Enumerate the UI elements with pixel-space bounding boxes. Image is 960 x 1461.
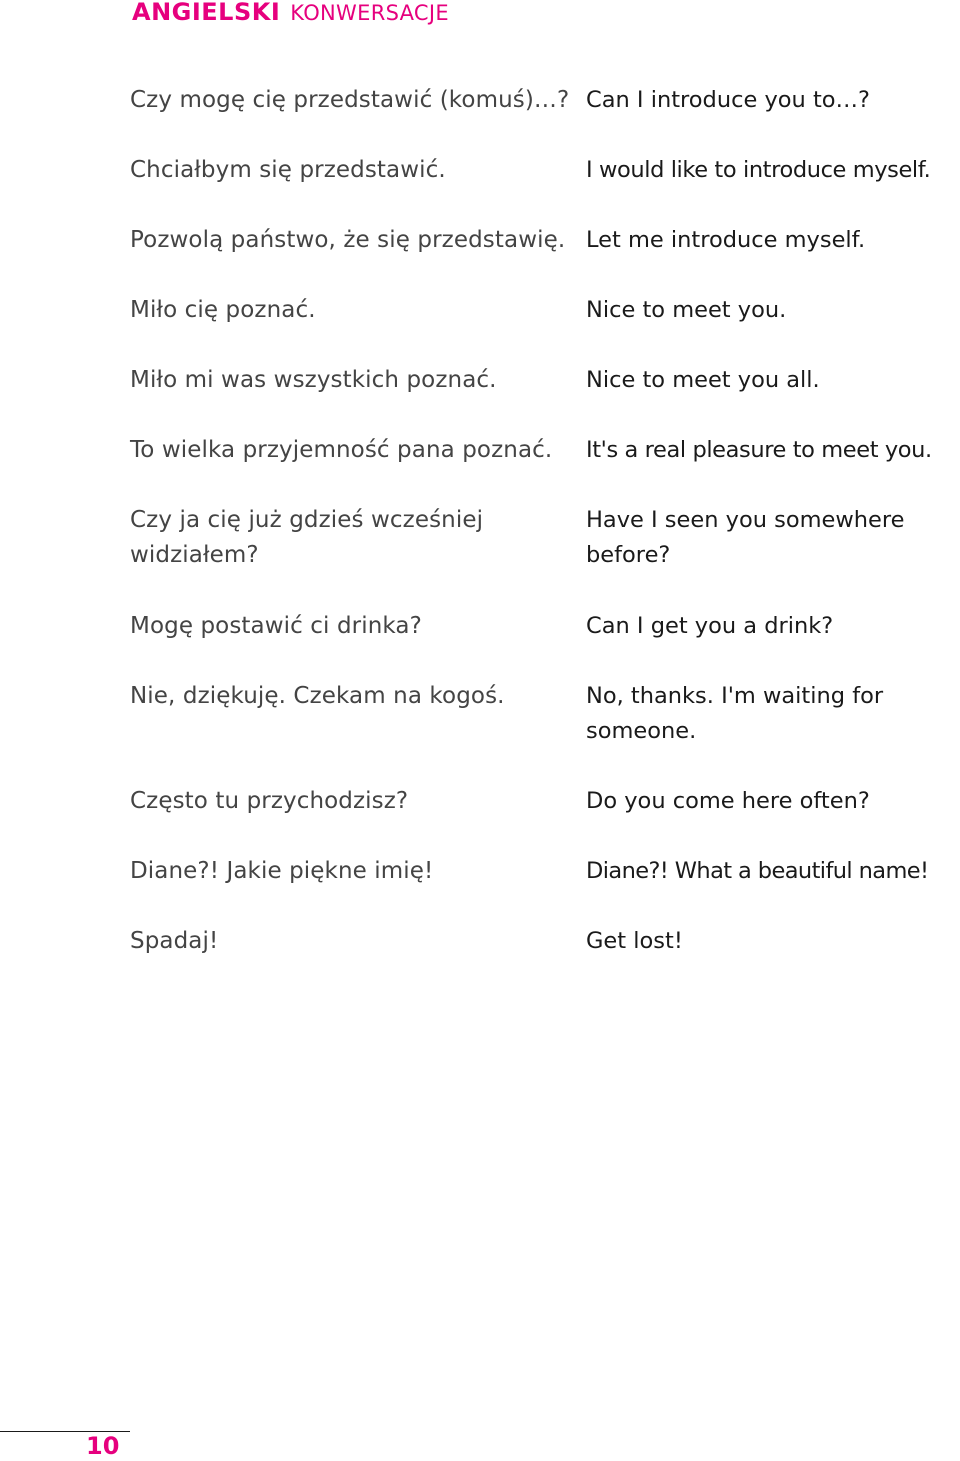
- polish-phrase: Czy mogę cię przedstawić (komuś)…?: [130, 87, 570, 113]
- english-phrase: Let me introduce myself.: [586, 227, 866, 253]
- polish-phrase: Nie, dziękuję. Czekam na kogoś.: [130, 683, 505, 709]
- english-phrase: It's a real pleasure to meet you.: [586, 437, 932, 463]
- polish-phrase: Czy ja cię już gdzieś wcześniej widziałem?: [130, 507, 484, 568]
- polish-phrase: To wielka przyjemność pana poznać.: [130, 437, 553, 463]
- english-phrase: Have I seen you somewhere before?: [586, 507, 905, 568]
- english-phrase: Can I introduce you to…?: [586, 87, 870, 113]
- polish-phrase: Diane?! Jakie piękne imię!: [130, 858, 434, 884]
- english-phrase: No, thanks. I'm waiting for someone.: [586, 683, 884, 744]
- english-phrase: Get lost!: [586, 928, 683, 954]
- polish-phrase: Miło mi was wszystkich poznać.: [130, 367, 497, 393]
- polish-phrase: Spadaj!: [130, 928, 219, 954]
- section-header: [132, 0, 449, 28]
- header-language-title: ANGIELSKI: [132, 0, 281, 26]
- polish-phrase: Miło cię poznać.: [130, 297, 316, 323]
- polish-phrase: Pozwolą państwo, że się przedstawię.: [130, 227, 566, 253]
- polish-phrase: Często tu przychodzisz?: [130, 788, 409, 814]
- english-phrase: I would like to introduce myself.: [586, 157, 931, 183]
- polish-phrase: Chciałbym się przedstawić.: [130, 157, 446, 183]
- header-section-title: KONWERSACJE: [290, 1, 449, 25]
- polish-phrase: Mogę postawić ci drinka?: [130, 613, 422, 639]
- english-phrase: Diane?! What a beautiful name!: [586, 858, 929, 884]
- english-phrase: Can I get you a drink?: [586, 613, 834, 639]
- english-phrase: Do you come here often?: [586, 788, 870, 814]
- english-phrase: Nice to meet you.: [586, 297, 787, 323]
- page-number: 10: [86, 1432, 120, 1460]
- english-phrase: Nice to meet you all.: [586, 367, 820, 393]
